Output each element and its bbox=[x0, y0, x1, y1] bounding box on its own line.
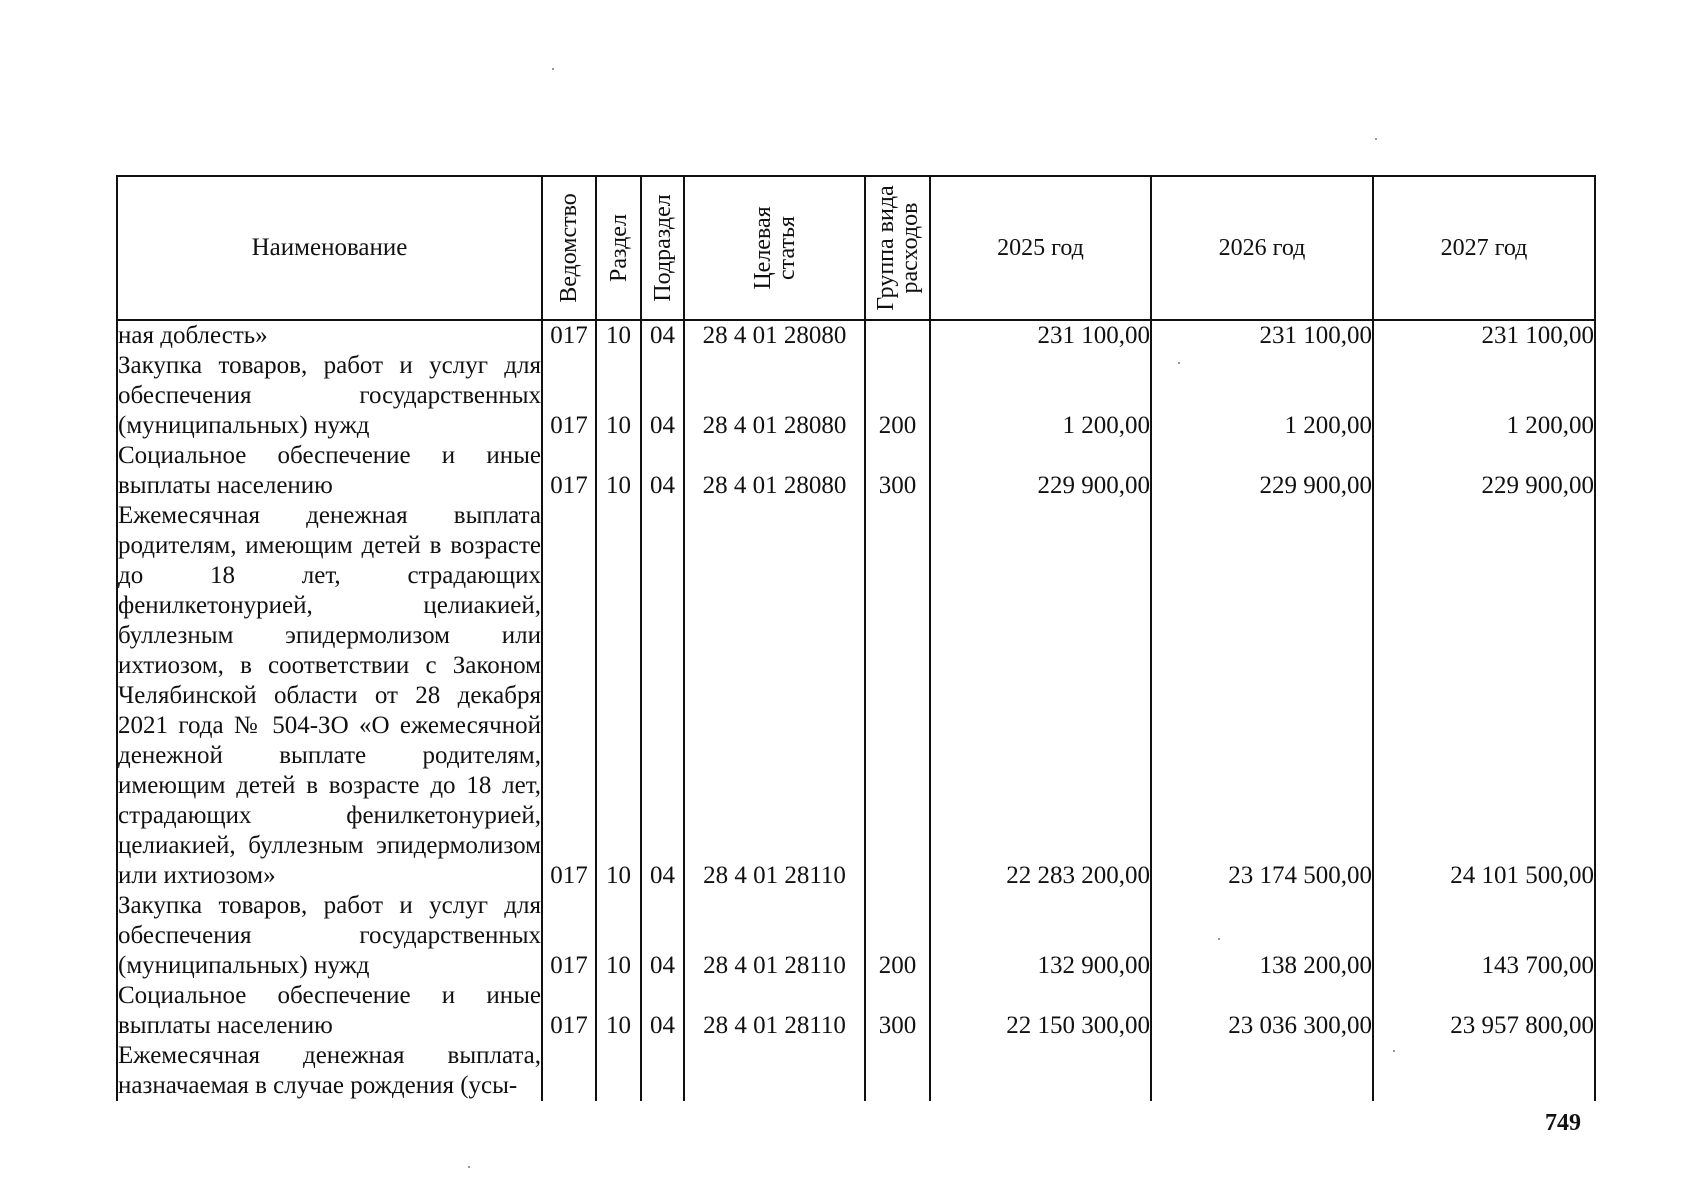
cell-subsection: 04 bbox=[641, 891, 684, 981]
row-name-text: ная доблесть» bbox=[118, 322, 268, 349]
cell-subsection bbox=[641, 1041, 684, 1101]
scan-speck bbox=[1178, 362, 1180, 364]
cell-2027: 1 200,00 bbox=[1373, 351, 1595, 441]
cell-2026: 23 036 300,00 bbox=[1151, 981, 1373, 1041]
budget-table bbox=[116, 175, 1596, 1101]
cell-section: 10 bbox=[596, 501, 641, 891]
table-body bbox=[117, 320, 1595, 1101]
header-section-label: Раздел bbox=[605, 214, 632, 282]
cell-target-item: 28 4 01 28080 bbox=[684, 351, 865, 441]
header-subsection-label: Подраздел bbox=[649, 194, 676, 302]
cell-2026: 23 174 500,00 bbox=[1151, 501, 1373, 891]
cell-department: 017 bbox=[542, 501, 596, 891]
row-name-text: Социальное обеспечение и иные выплаты населению bbox=[118, 442, 541, 499]
table-row bbox=[117, 1041, 1595, 1101]
cell-section bbox=[596, 1041, 641, 1101]
row-name-text: Закупка товаров, работ и услуг для обеспечения государственных (муниципальных) нужд bbox=[118, 892, 541, 979]
cell-section: 10 bbox=[596, 981, 641, 1041]
scan-speck bbox=[1218, 938, 1220, 940]
header-2026-label: 2026 год bbox=[1218, 235, 1306, 261]
cell-subsection: 04 bbox=[641, 351, 684, 441]
header-target-item-line2: статья bbox=[773, 216, 800, 280]
cell-target-item bbox=[684, 1041, 865, 1101]
cell-department: 017 bbox=[542, 320, 596, 351]
cell-section: 10 bbox=[596, 320, 641, 351]
cell-department: 017 bbox=[542, 981, 596, 1041]
cell-2025: 22 150 300,00 bbox=[930, 981, 1151, 1041]
header-2025-label: 2025 год bbox=[997, 235, 1084, 261]
cell-subsection: 04 bbox=[641, 501, 684, 891]
header-department bbox=[542, 176, 596, 320]
cell-target-item: 28 4 01 28110 bbox=[684, 891, 865, 981]
cell-name bbox=[117, 351, 542, 441]
cell-2026: 231 100,00 bbox=[1151, 320, 1373, 351]
cell-expense-group bbox=[865, 320, 930, 351]
cell-expense-group: 200 bbox=[865, 891, 930, 981]
cell-2025 bbox=[930, 1041, 1151, 1101]
cell-subsection: 04 bbox=[641, 981, 684, 1041]
cell-2027: 229 900,00 bbox=[1373, 441, 1595, 501]
cell-2027: 23 957 800,00 bbox=[1373, 981, 1595, 1041]
cell-name bbox=[117, 1041, 542, 1101]
page-number: 749 bbox=[1545, 1110, 1581, 1136]
header-name bbox=[117, 176, 542, 320]
scan-speck bbox=[552, 68, 554, 70]
table-row bbox=[117, 891, 1595, 981]
cell-name bbox=[117, 320, 542, 351]
cell-section: 10 bbox=[596, 351, 641, 441]
header-expense-group-line2: расходов bbox=[896, 202, 923, 294]
scan-speck bbox=[468, 1166, 470, 1168]
cell-expense-group bbox=[865, 1041, 930, 1101]
cell-expense-group: 300 bbox=[865, 981, 930, 1041]
header-name-label: Наименование bbox=[251, 234, 408, 261]
cell-2026: 1 200,00 bbox=[1151, 351, 1373, 441]
table-row bbox=[117, 320, 1595, 351]
cell-2026 bbox=[1151, 1041, 1373, 1101]
header-target-item-line1: Целевая bbox=[749, 206, 776, 290]
row-name-text: Социальное обеспечение и иные выплаты населению bbox=[118, 982, 541, 1039]
row-name-text: Ежемесячная денежная выплата родителям, имеющим детей в возрасте до 18 лет, страдающих фенилкетонурией, целиакией, буллезным эпидермолизом или ихтиозом, в соответствии с Законом Челябинской области от 28 декабря 2021 года № 504-ЗО «О ежемесячной денежной выплате родителям, имеющим детей в возрасте до 18 лет, страдающих фенилкетонурией, целиакией, буллезным эпидермолизом или ихтиозом» bbox=[118, 502, 541, 889]
cell-department: 017 bbox=[542, 891, 596, 981]
cell-name bbox=[117, 981, 542, 1041]
header-2025 bbox=[930, 176, 1151, 320]
cell-section: 10 bbox=[596, 891, 641, 981]
cell-2026: 138 200,00 bbox=[1151, 891, 1373, 981]
cell-name bbox=[117, 891, 542, 981]
header-row bbox=[117, 176, 1595, 320]
row-name-text: Ежемесячная денежная выплата, назначаемая в случае рождения (усы- bbox=[118, 1042, 541, 1099]
cell-target-item: 28 4 01 28110 bbox=[684, 981, 865, 1041]
cell-expense-group: 300 bbox=[865, 441, 930, 501]
header-expense-group-line1: Группа вида bbox=[872, 185, 899, 311]
cell-department bbox=[542, 1041, 596, 1101]
cell-2025: 231 100,00 bbox=[930, 320, 1151, 351]
cell-subsection: 04 bbox=[641, 320, 684, 351]
header-subsection bbox=[641, 176, 684, 320]
cell-subsection: 04 bbox=[641, 441, 684, 501]
header-2027-label: 2027 год bbox=[1440, 235, 1528, 261]
header-target-item bbox=[684, 176, 865, 320]
cell-name bbox=[117, 501, 542, 891]
cell-target-item: 28 4 01 28080 bbox=[684, 320, 865, 351]
cell-expense-group: 200 bbox=[865, 351, 930, 441]
table-row bbox=[117, 351, 1595, 441]
cell-department: 017 bbox=[542, 441, 596, 501]
cell-name bbox=[117, 441, 542, 501]
cell-target-item: 28 4 01 28110 bbox=[684, 501, 865, 891]
scan-speck bbox=[1393, 1050, 1395, 1052]
cell-2025: 132 900,00 bbox=[930, 891, 1151, 981]
header-2027 bbox=[1373, 176, 1595, 320]
row-name-text: Закупка товаров, работ и услуг для обеспечения государственных (муниципальных) нужд bbox=[118, 352, 541, 439]
cell-2025: 22 283 200,00 bbox=[930, 501, 1151, 891]
cell-department: 017 bbox=[542, 351, 596, 441]
cell-2027: 143 700,00 bbox=[1373, 891, 1595, 981]
table-row bbox=[117, 981, 1595, 1041]
table-row bbox=[117, 501, 1595, 891]
cell-target-item: 28 4 01 28080 bbox=[684, 441, 865, 501]
cell-2025: 1 200,00 bbox=[930, 351, 1151, 441]
header-2026 bbox=[1151, 176, 1373, 320]
cell-2027: 24 101 500,00 bbox=[1373, 501, 1595, 891]
header-section bbox=[596, 176, 641, 320]
cell-2027 bbox=[1373, 1041, 1595, 1101]
header-expense-group bbox=[865, 176, 930, 320]
header-department-label: Ведомство bbox=[556, 193, 582, 303]
cell-section: 10 bbox=[596, 441, 641, 501]
table-row bbox=[117, 441, 1595, 501]
scan-speck bbox=[1375, 138, 1377, 140]
cell-expense-group bbox=[865, 501, 930, 891]
cell-2026: 229 900,00 bbox=[1151, 441, 1373, 501]
cell-2027: 231 100,00 bbox=[1373, 320, 1595, 351]
cell-2025: 229 900,00 bbox=[930, 441, 1151, 501]
